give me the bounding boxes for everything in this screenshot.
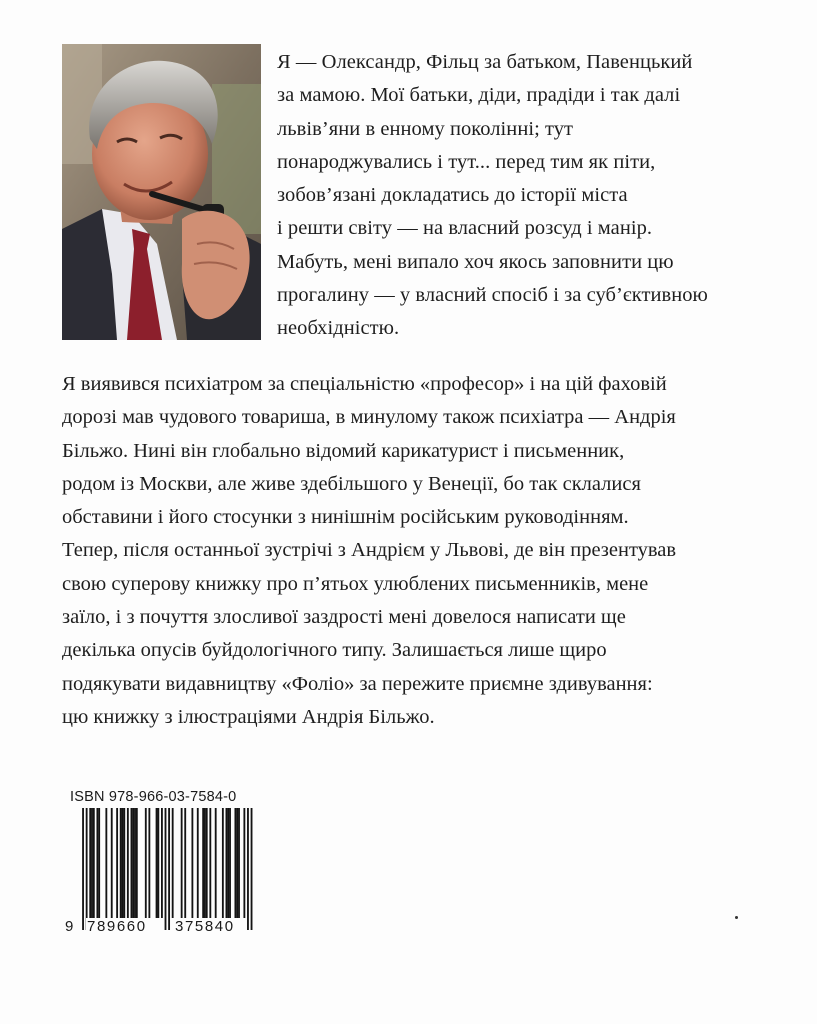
barcode-guard-bar (251, 808, 253, 930)
barcode-bar (184, 808, 186, 918)
barcode-bar (123, 808, 125, 918)
main-paragraph (62, 368, 762, 734)
barcode-guard-bar (165, 808, 167, 930)
barcode-bar (229, 808, 231, 918)
barcode-bar (206, 808, 208, 918)
barcode-guard-bar (247, 808, 249, 930)
main-line: декілька опусів буйдологічного типу. Залишається лише щиро (62, 639, 607, 662)
barcode-digits-left: 789660 (87, 918, 147, 935)
barcode-bar (157, 808, 159, 918)
main-line: свою суперову книжку про п’ятьох улюблених письменників, мене (62, 572, 649, 595)
barcode-bar (226, 808, 228, 918)
isbn-label: ISBN 978-966-03-7584-0 (70, 789, 237, 805)
barcode-bar (134, 808, 136, 918)
main-line: Я виявився психіатром за спеціальністю «професор» і на цій фаховій (62, 373, 667, 395)
intro-paragraph (277, 46, 757, 346)
barcode-bar (116, 808, 118, 918)
isbn-barcode (66, 808, 256, 933)
barcode-bar (227, 808, 229, 918)
main-line: Тепер, після останньої зустрічі з Андрієм у Львові, де він презентував (62, 539, 677, 562)
main-line: дорозі мав чудового товариша, в минулому також психіатра — Андрія (62, 406, 676, 429)
intro-line: львів’яни в енному поколінні; тут (277, 117, 574, 140)
barcode-bar (234, 808, 236, 918)
barcode-bar (122, 808, 124, 918)
print-speck (735, 916, 738, 919)
barcode-bar (145, 808, 147, 918)
barcode-bar (91, 808, 93, 918)
barcode-bar (209, 808, 211, 918)
barcode-digits-right: 375840 (175, 918, 235, 935)
intro-line: понароджувались і тут... перед тим як піти, (277, 150, 656, 173)
intro-line: і решти світу — на власний розсуд і манір. (277, 217, 653, 240)
main-line: Більжо. Нині він глобально відомий карикатурист і письменник, (62, 439, 625, 462)
barcode-bar (197, 808, 199, 918)
intro-line: Я — Олександр, Фільц за батьком, Павенцький (277, 51, 693, 73)
barcode-bar (89, 808, 91, 918)
main-line: родом із Москви, але живе здебільшого у Венеції, бо так склалися (62, 472, 641, 495)
barcode-bar (156, 808, 158, 918)
barcode-bar (202, 808, 204, 918)
barcode-bar (136, 808, 138, 918)
main-line: обставини і його стосунки з нинішнім російським руководінням. (62, 506, 629, 529)
intro-line: Мабуть, мені випало хоч якось заповнити цю (277, 250, 674, 273)
barcode-guard-bar (82, 808, 84, 930)
intro-line: за мамою. Мої батьки, діди, прадіди і так далі (277, 84, 681, 107)
intro-line: зобов’язані докладатись до історії міста (277, 184, 628, 207)
barcode-bar (96, 808, 98, 918)
barcode-bar (148, 808, 150, 918)
barcode-bar (181, 808, 183, 918)
author-photo (62, 44, 261, 340)
barcode-bar (172, 808, 174, 918)
intro-line: прогалину — у власний спосіб і за суб’єктивною (277, 284, 708, 307)
barcode-bar (215, 808, 217, 918)
intro-line: необхідністю. (277, 317, 400, 340)
barcode-bar (222, 808, 224, 918)
main-line: подякувати видавництву «Фоліо» за пережите приємне здивування: (62, 672, 653, 695)
barcode-bar (120, 808, 122, 918)
barcode-bar (98, 808, 100, 918)
barcode-bar (111, 808, 113, 918)
main-line: цю книжку з ілюстраціями Андрія Більжо. (62, 705, 435, 728)
barcode-digit-first: 9 (65, 918, 75, 935)
barcode-bar (243, 808, 245, 918)
barcode-bar (93, 808, 95, 918)
barcode-bar (191, 808, 193, 918)
barcode-bar (204, 808, 206, 918)
main-line: заїло, і з почуття злосливої заздрості мені довелося написати ще (62, 606, 626, 629)
barcode-guard-bar (168, 808, 170, 930)
barcode-bar (132, 808, 134, 918)
barcode-guard-bar (86, 808, 88, 930)
barcode-bar (131, 808, 133, 918)
barcode-bar (238, 808, 240, 918)
barcode-bar (161, 808, 163, 918)
barcode-bar (236, 808, 238, 918)
barcode-bar (127, 808, 129, 918)
barcode-bar (105, 808, 107, 918)
